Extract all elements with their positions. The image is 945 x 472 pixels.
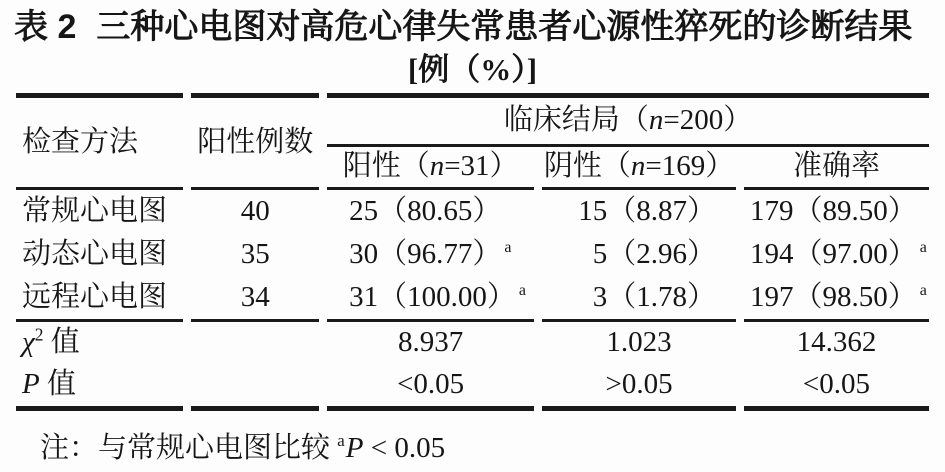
header-accuracy: 准确率 [744,147,929,190]
chi-square-accuracy: 14.362 [796,326,877,359]
cell-positive-count: 35 [240,237,270,270]
table-footnote [8,425,937,466]
table-caption [8,6,937,50]
empty-cell [191,322,319,364]
empty-cell [191,364,319,411]
header-positive-count: 阳性例数 [191,93,319,190]
table-number: 表 2 [14,8,77,46]
chi-square-row [16,322,929,364]
p-value-label: P 值 [16,364,183,411]
header-clinical-outcome-pre: 临床结局（ [503,104,649,137]
footnote-marker: a [337,431,345,451]
footnote-rest: < 0.05 [363,432,446,465]
table-row [16,233,929,276]
header-positive: 阳性（n=31） [327,147,534,190]
cell-accuracy: 194（97.00） $^a$ [749,237,927,270]
results-table [8,93,937,411]
cell-method: 远程心电图 [16,276,183,322]
cell-method: 常规心电图 [22,194,168,227]
chi-square-negative: 1.023 [606,326,672,359]
footnote-label: 注： [40,432,99,465]
cell-positive: 25（80.65） [349,194,502,227]
p-value-accuracy: <0.05 [744,364,929,411]
cell-positive-count: 34 [191,276,319,322]
footnote-p: P [345,432,364,465]
cell-negative: 5（2.96） [592,237,716,270]
table-caption-text: 三种心电图对高危心律失常患者心源性猝死的诊断结果 [96,9,913,46]
cell-accuracy: 179（89.50） [749,194,917,227]
cell-negative: 3（1.78） [542,276,736,322]
header-clinical-outcome-n: n [648,104,664,137]
header-clinical-outcome [327,93,929,147]
header-negative: 阴性（n=169） [542,147,736,190]
chi-square-positive: 8.937 [398,326,464,359]
footnote-text: 与常规心电图比较 [98,432,338,465]
cell-negative: 15（8.87） [578,194,716,227]
p-value-row [16,364,929,411]
cell-positive: 31（100.00） $^a$ [327,276,534,322]
p-value-positive: <0.05 [327,364,534,411]
p-value-negative: >0.05 [542,364,736,411]
header-clinical-outcome-post: =200） [663,104,753,137]
table-unit-label: [例（%）] [407,51,538,87]
table-row [16,276,929,322]
table-row [16,190,929,233]
header-method: 检查方法 [16,93,183,190]
cell-method: 动态心电图 [22,237,168,270]
chi-square-label: $\chi^2$ 值 [22,324,80,359]
cell-positive-count: 40 [240,194,270,227]
cell-positive: 30（96.77） $^a$ [349,237,512,270]
cell-accuracy: 197（98.50） $^a$ [744,276,929,322]
